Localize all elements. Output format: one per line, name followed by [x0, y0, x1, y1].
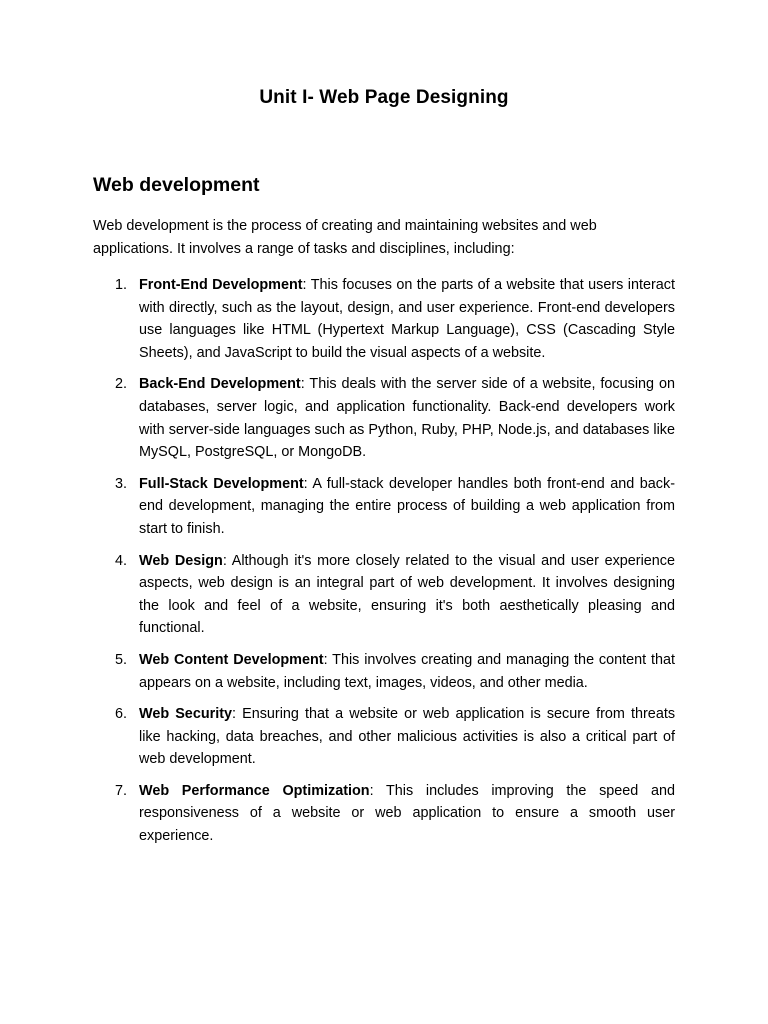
section-heading: Web development [93, 174, 260, 196]
list-item-text: : This includes improving the speed and responsiveness of a website or web application to ensure a smooth user experience. [139, 782, 675, 845]
list-item-text: : Ensuring that a website or web application is secure from threats like hacking, data breaches, and other malicious activities is also a critical part of web development. [139, 706, 676, 768]
list-item-number: 7. [115, 782, 128, 799]
list-item-number: 2. [115, 376, 128, 393]
list-item-number: 3. [115, 475, 128, 492]
list-item-term: Web Content Development [139, 651, 324, 668]
numbered-list [93, 274, 675, 857]
list-item-text: : This focuses on the parts of a website that users interact with directly, such as the layout, design, and user experience. Front-end developers use languages like HTML (Hypertext Markup Language), CSS (Cascading Style Sheets), and JavaScript to build the visual aspects of a website. [139, 277, 675, 361]
list-item-text: : Although it's more closely related to the visual and user experience aspects, web design is an integral part of web development. It involves designing the look and feel of a website, ensuring it's both aesthetically pleasing and functional. [139, 552, 675, 637]
intro-paragraph: Web development is the process of creating and maintaining websites and web applications. It involves a range of tasks and disciplines, including: [93, 218, 597, 257]
list-item-term: Web Security [139, 706, 233, 723]
list-item-text: : This deals with the server side of a website, focusing on databases, server logic, and application functionality. Back-end developers work with server-side languages such as Python, Ruby, PHP, Node.js, and databases like MySQL, PostgreSQL, or MongoDB. [139, 376, 675, 461]
list-item-number: 6. [115, 706, 128, 723]
list-item [93, 373, 675, 463]
list-item-text: : A full-stack developer handles both front-end and back-end development, managing the entire process of building a web application from start to finish. [139, 475, 675, 537]
list-item-text: : This involves creating and managing the content that appears on a website, including text, images, videos, and other media. [139, 651, 675, 691]
list-item [93, 649, 675, 694]
list-item [93, 780, 675, 848]
document-title: Unit I- Web Page Designing [259, 87, 509, 108]
list-item [93, 473, 675, 541]
list-item-number: 1. [115, 277, 128, 293]
list-item-number: 5. [115, 651, 128, 668]
list-item-term: Front-End Development [139, 277, 303, 293]
list-item [93, 274, 675, 364]
list-item-term: Web Design [139, 552, 223, 569]
list-item-term: Full-Stack Development [139, 475, 304, 492]
list-item-term: Web Performance Optimization [139, 782, 370, 799]
list-item-number: 4. [115, 552, 128, 569]
list-item-term: Back-End Development [139, 376, 301, 393]
list-item [93, 550, 675, 640]
list-item [93, 703, 675, 771]
